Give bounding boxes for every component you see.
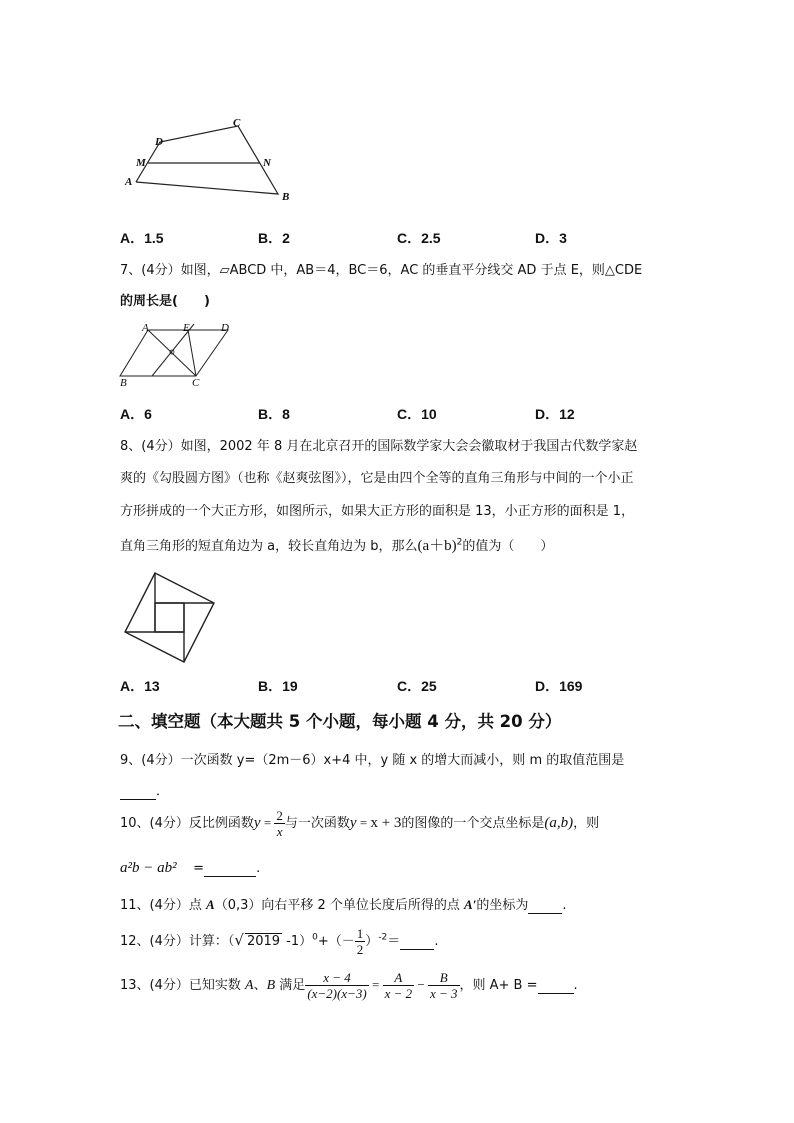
- q12-sup2: -2: [378, 932, 388, 943]
- q12-mid: -1）: [282, 934, 313, 949]
- q12-frac-den: 2: [356, 942, 364, 957]
- label-m: M: [136, 157, 146, 169]
- q7-option-b: B．8: [258, 406, 290, 422]
- q11-point-a-prime: A′: [464, 897, 477, 912]
- q8-text-line1: 8、(4分）如图，2002 年 8 月在北京召开的国际数学家大会会徽取材于我国古代数学家赵: [120, 439, 638, 454]
- zhao-shuang-diagram: [120, 568, 220, 668]
- small-square: [155, 603, 184, 632]
- q11-mid: （0,3）向右平移 2 个单位长度后所得的点: [214, 898, 465, 913]
- q7-option-d: D．12: [535, 406, 575, 422]
- q13-mid: 满足: [275, 978, 306, 993]
- label-n: N: [263, 157, 271, 169]
- q11-blank: [528, 898, 562, 914]
- q8-text-line4: [120, 534, 553, 555]
- q13-fraction-1: [305, 970, 368, 1001]
- q13-f1-den: (x−2)(x−3): [307, 986, 367, 1001]
- q12-sqrt: 2019: [246, 934, 281, 949]
- q12-close: ）: [365, 934, 379, 949]
- q8-option-a: A．13: [120, 678, 160, 694]
- q13-f2-den: x − 2: [384, 986, 413, 1001]
- q10-eq1: =: [260, 815, 275, 830]
- label-c: C: [233, 117, 241, 129]
- q13-sep: 、: [253, 978, 267, 993]
- q10-fraction: [274, 808, 285, 839]
- q10-y2: y: [349, 815, 357, 831]
- q12-fraction: [355, 926, 366, 957]
- q7-label-c: C: [192, 377, 200, 389]
- q10-eq2: =: [356, 815, 371, 830]
- q10-eq3: =: [193, 861, 205, 876]
- q13-var-b: B: [266, 978, 276, 993]
- q13-fraction-2: [383, 970, 415, 1001]
- q10-mid: 与一次函数: [284, 816, 350, 831]
- q13-eq: =: [368, 977, 383, 992]
- q9-answer-line: [120, 780, 169, 800]
- q13-post: ，则 A+ B =: [459, 978, 538, 993]
- q13-fraction-3: [428, 970, 460, 1001]
- q10-y1: y: [253, 815, 261, 831]
- q12-plus: +（－: [317, 934, 355, 949]
- q6-option-b: B．2: [258, 230, 290, 246]
- q9-text-line1: 9、(4分）一次函数 y=（2m－6）x+4 中，y 随 x 的增大而减小，则 m 的取值范围是: [120, 753, 625, 768]
- q7-label-e: E: [183, 322, 190, 334]
- q10-frac-den: x: [274, 823, 285, 839]
- q13-f3-den: x − 3: [429, 986, 458, 1001]
- q8-line4-prefix: 直角三角形的短直角边为 a，较长直角边为 b，那么: [120, 539, 418, 554]
- q12-eq: ＝: [387, 934, 401, 949]
- q7-label-b: B: [120, 377, 127, 389]
- q11-post: 的坐标为: [476, 898, 529, 913]
- q7-label-d: D: [221, 322, 229, 334]
- q12-frac-num: 1: [356, 926, 364, 941]
- q6-option-d: D．3: [535, 230, 567, 246]
- q10-frac-num: 2: [276, 808, 283, 823]
- q8-option-d: D．169: [535, 678, 583, 694]
- q11-text: [120, 894, 567, 914]
- parallelogram-figure: [118, 322, 238, 388]
- sqrt-icon: √: [234, 931, 244, 949]
- q12-sup0: 0: [312, 932, 318, 943]
- q13-var-a: A: [245, 978, 254, 993]
- q10-prefix: 10、(4分）反比例函数: [120, 816, 254, 831]
- q6-option-a: A．1.5: [120, 230, 164, 246]
- q11-prefix: 11、(4分）点: [120, 898, 207, 913]
- q10-post: 的图像的一个交点坐标是: [401, 816, 545, 831]
- label-b: B: [282, 191, 290, 203]
- q10-point: (a,b): [544, 815, 574, 831]
- q8-option-c: C．25: [397, 678, 437, 694]
- q12-prefix: 12、(4分）计算：（: [120, 934, 235, 949]
- q12-blank: [400, 934, 434, 950]
- q13-end: .: [573, 978, 578, 993]
- q12-text: [120, 926, 438, 957]
- q13-minus: −: [414, 977, 428, 992]
- q12-end: .: [434, 934, 439, 949]
- q8-line4-suffix: 的值为（ ）: [462, 539, 554, 554]
- q10-end: .: [256, 861, 261, 876]
- q7-text-line1: 7、(4分）如图，▱ABCD 中，AB＝4，BC＝6，AC 的垂直平分线交 AD 于点 E，则△CDE: [120, 263, 643, 278]
- q7-option-a: A．6: [120, 406, 152, 422]
- q10-text-line2: [120, 860, 260, 877]
- q8-text-line3: 方形拼成的一个大正方形，如图所示，如果大正方形的面积是 13，小正方形的面积是 1，: [120, 504, 635, 519]
- q11-end: .: [562, 898, 567, 913]
- q9-period: ．: [156, 784, 170, 799]
- q13-f2-num: A: [394, 970, 403, 985]
- label-a: A: [125, 176, 133, 188]
- q8-expression: (a＋b): [417, 538, 457, 554]
- q13-blank: [538, 978, 574, 994]
- q13-text: [120, 970, 578, 1001]
- q8-option-b: B．19: [258, 678, 298, 694]
- q7-label-a: A: [142, 322, 149, 334]
- q10-tail: ，则: [573, 816, 600, 831]
- section-2-title: 二、填空题（本大题共 5 个小题，每小题 4 分，共 20 分）: [118, 712, 562, 731]
- q13-f1-num: x − 4: [323, 970, 351, 985]
- q8-exponent: 2: [456, 537, 463, 548]
- big-square: [125, 573, 214, 662]
- q6-option-c: C．2.5: [397, 230, 441, 246]
- q10-linear: x + 3: [370, 815, 402, 831]
- q8-text-line2: 爽的《勾股圆方图》（也称《赵爽弦图》），它是由四个全等的直角三角形与中间的一个小正: [120, 471, 634, 486]
- q10-text-line1: [120, 808, 599, 839]
- q9-blank: [120, 784, 156, 800]
- q11-point-a: A: [206, 897, 215, 912]
- q7-option-c: C．10: [397, 406, 437, 422]
- q7-text-line2: 的周长是( ): [120, 294, 210, 309]
- label-d: D: [155, 136, 163, 148]
- q10-blank: [204, 861, 256, 877]
- q13-f3-num: B: [439, 970, 448, 985]
- q13-prefix: 13、(4分）已知实数: [120, 978, 246, 993]
- q10-expression: a²b − ab²: [120, 860, 177, 876]
